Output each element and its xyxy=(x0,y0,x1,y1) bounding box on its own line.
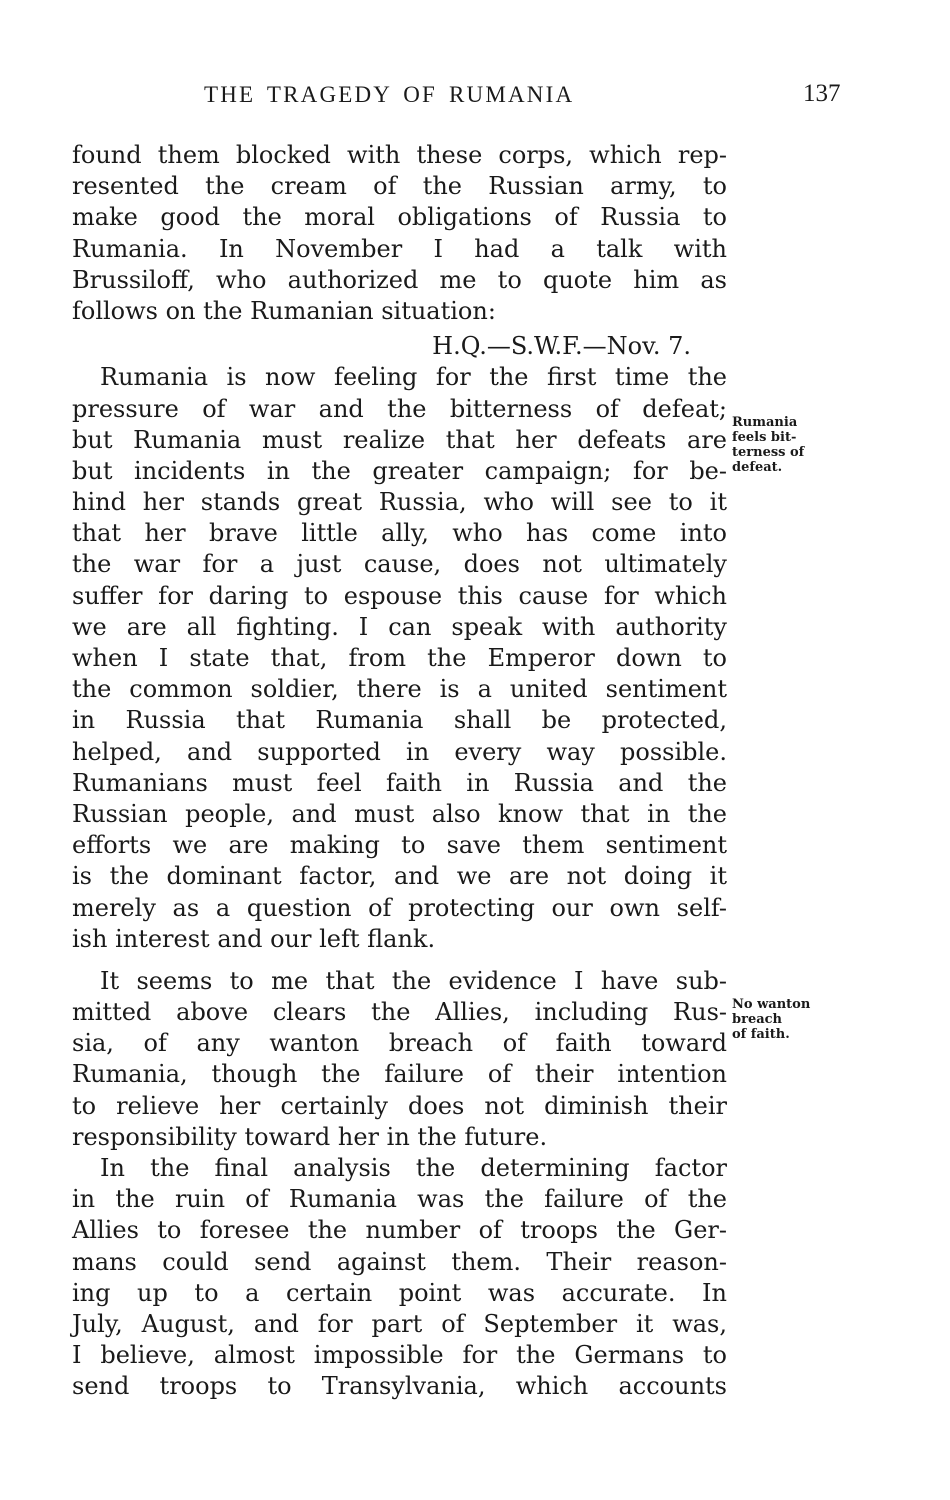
side-note-line: No wanton xyxy=(732,997,811,1012)
text-line: follows on the Rumanian situation: xyxy=(72,296,496,325)
paragraph-quotation xyxy=(72,362,727,955)
dateline: H.Q.—S.W.F.—Nov. 7. xyxy=(432,332,691,361)
text-line: merely as a question of protecting our own self- xyxy=(72,893,727,922)
text-line: in the ruin of Rumania was the failure of the xyxy=(72,1185,727,1214)
text-line: is the dominant factor, and we are not doing it xyxy=(72,862,727,891)
text-line: hind her stands great Russia, who will see to it xyxy=(72,488,727,517)
side-note-line: feels bit- xyxy=(732,430,797,445)
text-line: suffer for daring to espouse this cause for which xyxy=(72,581,727,610)
text-line: Brussiloff, who authorized me to quote him as xyxy=(72,265,727,294)
text-line: that her brave little ally, who has come into xyxy=(72,519,727,548)
page-number: 137 xyxy=(803,80,841,107)
body-text xyxy=(72,140,727,1403)
text-line: In the final analysis the determining factor xyxy=(100,1154,727,1182)
text-line: ing up to a certain point was accurate. In xyxy=(72,1278,727,1307)
text-line: It seems to me that the evidence I have sub- xyxy=(100,966,727,995)
text-line: efforts we are making to save them sentiment xyxy=(72,831,727,860)
text-line: in Russia that Rumania shall be protected, xyxy=(72,706,727,735)
text-line: when I state that, from the Emperor down to xyxy=(72,644,727,672)
text-line: but incidents in the greater campaign; for be- xyxy=(72,456,727,485)
side-note-line: of faith. xyxy=(732,1027,790,1042)
text-line: make good the moral obligations of Russia to xyxy=(72,203,727,232)
side-note-line: Rumania xyxy=(732,415,798,430)
side-note-line: defeat. xyxy=(732,460,783,475)
text-line: July, August, and for part of September it was, xyxy=(72,1309,727,1338)
paragraph-evidence xyxy=(72,966,727,1153)
paragraph-gap xyxy=(72,955,727,966)
text-line: to relieve her certainly does not diminish their xyxy=(72,1091,727,1120)
text-line: Rumania is now feeling for the first time the xyxy=(100,363,727,392)
running-title: THE TRAGEDY OF RUMANIA xyxy=(204,82,575,107)
text-line: the war for a just cause, does not ultimately xyxy=(72,550,727,579)
text-line: pressure of war and the bitterness of defeat; xyxy=(72,394,727,423)
text-line: responsibility toward her in the future. xyxy=(72,1122,548,1151)
text-line: Rumanians must feel faith in Russia and the xyxy=(72,768,727,797)
text-line: resented the cream of the Russian army, to xyxy=(72,172,727,201)
text-line: Allies to foresee the number of troops the Ger- xyxy=(72,1216,727,1245)
text-line: ish interest and our left flank. xyxy=(72,924,436,953)
text-line: we are all fighting. I can speak with authority xyxy=(72,612,727,641)
text-line: but Rumania must realize that her defeats are xyxy=(72,425,727,454)
text-line: Rumania, though the failure of their intention xyxy=(72,1060,727,1089)
paragraph-intro xyxy=(72,140,727,327)
text-line: I believe, almost impossible for the Germans to xyxy=(72,1341,727,1370)
text-line: Rumania. In November I had a talk with xyxy=(72,234,727,263)
side-note-no-wanton-breach xyxy=(732,997,810,1042)
text-line: mitted above clears the Allies, including Rus- xyxy=(72,998,727,1027)
side-note-line: terness of xyxy=(732,445,805,460)
side-note-rumania-defeat xyxy=(732,415,804,475)
text-line: mans could send against them. Their reason- xyxy=(72,1247,727,1276)
text-line: helped, and supported in every way possible. xyxy=(72,737,727,766)
text-line: the common soldier, there is a united sentiment xyxy=(72,675,727,704)
text-line: Russian people, and must also know that in the xyxy=(72,799,727,828)
paragraph-final-analysis xyxy=(72,1153,727,1403)
text-line: send troops to Transylvania, which accounts xyxy=(72,1372,727,1401)
text-line: found them blocked with these corps, which rep- xyxy=(72,141,727,169)
text-line: sia, of any wanton breach of faith toward xyxy=(72,1029,727,1058)
side-note-line: breach xyxy=(732,1012,783,1027)
